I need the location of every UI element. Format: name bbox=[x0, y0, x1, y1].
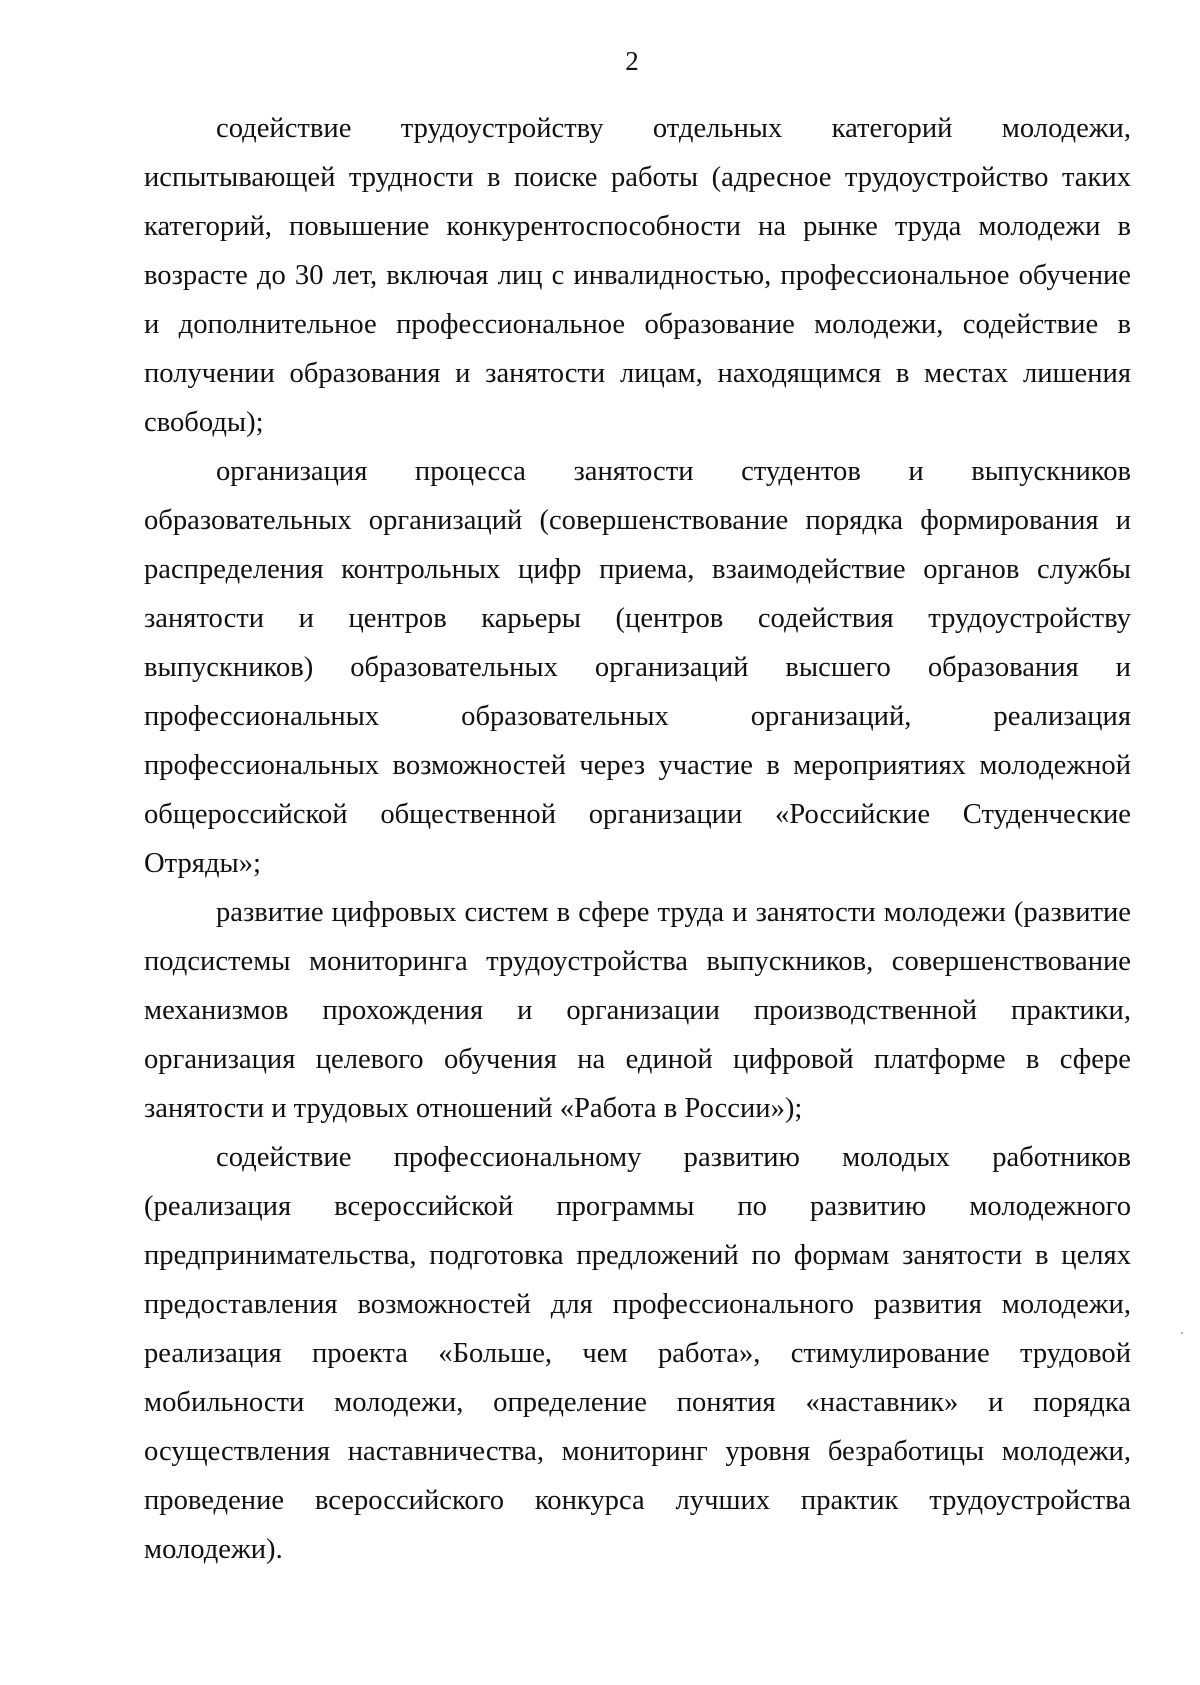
paragraph-student-employment-organization: организация процесса занятости студентов и выпускников образовательных организаций (совершенствование порядка формирования и распределения контрольных цифр приема, взаимодействие органов службы занятости и центров карьеры (центров содействия трудоустройству выпускников) образовательных организаций высшего образования и профессиональных образовательных организаций, реализация профессиональных возможностей через участие в мероприятиях молодежной общероссийской общественной организации «Российские Студенческие Отряды»; bbox=[144, 456, 1131, 879]
page-number: 2 bbox=[625, 46, 639, 76]
paragraph-digital-systems-development: развитие цифровых систем в сфере труда и занятости молодежи (развитие подсистемы мониторинга трудоустройства выпускников, совершенствование механизмов прохождения и организации производственной практики, организация целевого обучения на единой цифровой платформе в сфере занятости и трудовых отношений «Работа в России»); bbox=[144, 897, 1131, 1124]
document-body bbox=[144, 104, 1131, 1574]
paragraph-professional-development-support: содействие профессиональному развитию молодых работников (реализация всероссийской программы по развитию молодежного предпринимательства, подготовка предложений по формам занятости в целях предоставления возможностей для профессионального развития молодежи, реализация проекта «Больше, чем работа», стимулирование трудовой мобильности молодежи, определение понятия «наставник» и порядка осуществления наставничества, мониторинг уровня безработицы молодежи, проведение всероссийского конкурса лучших практик трудоустройства молодежи). bbox=[144, 1142, 1131, 1565]
scan-artifact-dot bbox=[1181, 1332, 1183, 1334]
paragraph-youth-employment-assistance: содействие трудоустройству отдельных категорий молодежи, испытывающей трудности в поиске работы (адресное трудоустройство таких категорий, повышение конкурентоспособности на рынке труда молодежи в возрасте до 30 лет, включая лиц с инвалидностью, профессиональное обучение и дополнительное профессиональное образование молодежи, содействие в получении образования и занятости лицам, находящимся в местах лишения свободы); bbox=[144, 113, 1131, 438]
